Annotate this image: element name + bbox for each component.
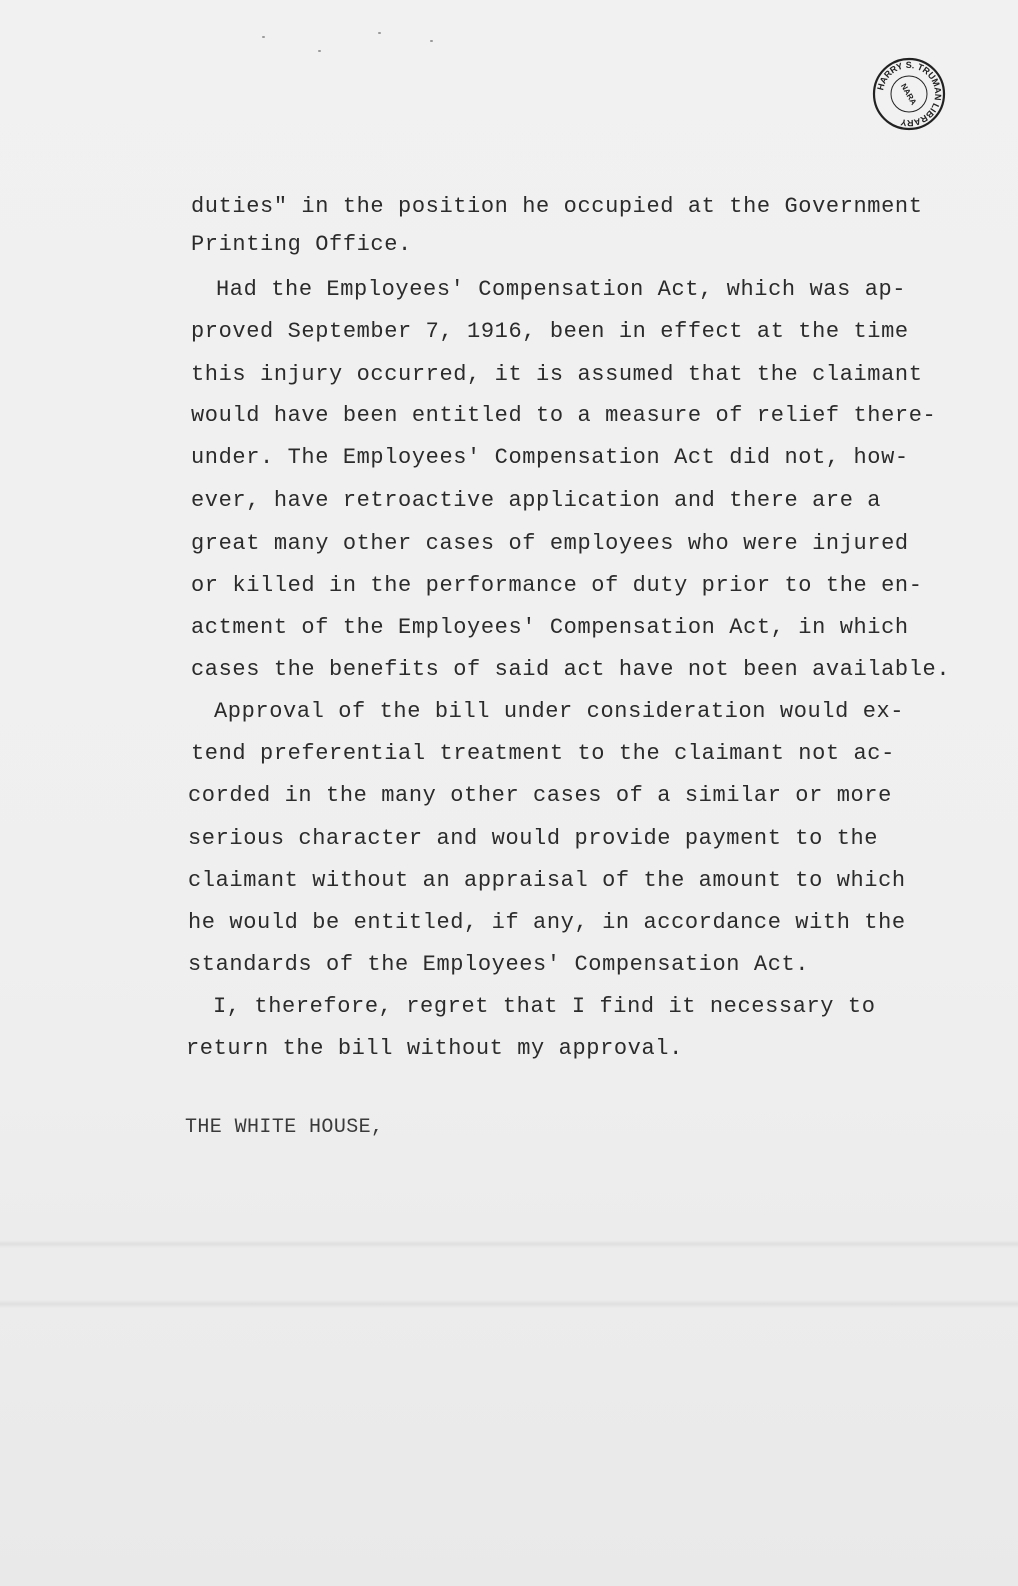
stamp-ring-text: HARRY S. TRUMAN LIBRARY [875, 59, 944, 129]
body-line: claimant without an appraisal of the amount to which [188, 868, 906, 893]
stamp-center-text: NARA [898, 81, 919, 107]
body-line: this injury occurred, it is assumed that the claimant [191, 362, 923, 387]
speck [318, 50, 321, 52]
body-line: serious character and would provide payment to the [188, 826, 879, 851]
body-line: proved September 7, 1916, been in effect at the time [191, 319, 909, 344]
body-line: I, therefore, regret that I find it necessary to [213, 994, 876, 1019]
body-line: corded in the many other cases of a similar or more [188, 783, 892, 808]
speck [430, 40, 433, 42]
library-stamp [872, 57, 946, 131]
body-line: Printing Office. [191, 232, 412, 257]
body-line: standards of the Employees' Compensation Act. [188, 952, 810, 977]
speck [262, 36, 265, 38]
body-line: under. The Employees' Compensation Act did not, how- [191, 445, 909, 470]
body-line: Approval of the bill under consideration would ex- [214, 699, 905, 724]
speck [378, 32, 381, 34]
closing-line: THE WHITE HOUSE, [185, 1116, 384, 1139]
body-line: he would be entitled, if any, in accordance with the [188, 910, 906, 935]
body-line: duties" in the position he occupied at the Government [191, 194, 923, 219]
body-line: ever, have retroactive application and there are a [191, 488, 882, 513]
paper-fold [0, 1300, 1018, 1308]
body-line: tend preferential treatment to the claimant not ac- [191, 741, 895, 766]
body-line: cases the benefits of said act have not been available. [191, 657, 951, 682]
body-line: or killed in the performance of duty prior to the en- [191, 573, 923, 598]
body-line: would have been entitled to a measure of relief there- [191, 403, 937, 428]
body-line: return the bill without my approval. [186, 1036, 683, 1061]
paper-fold [0, 1240, 1018, 1248]
body-line: Had the Employees' Compensation Act, which was ap- [216, 277, 907, 302]
body-line: great many other cases of employees who were injured [191, 531, 909, 556]
body-line: actment of the Employees' Compensation Act, in which [191, 615, 909, 640]
